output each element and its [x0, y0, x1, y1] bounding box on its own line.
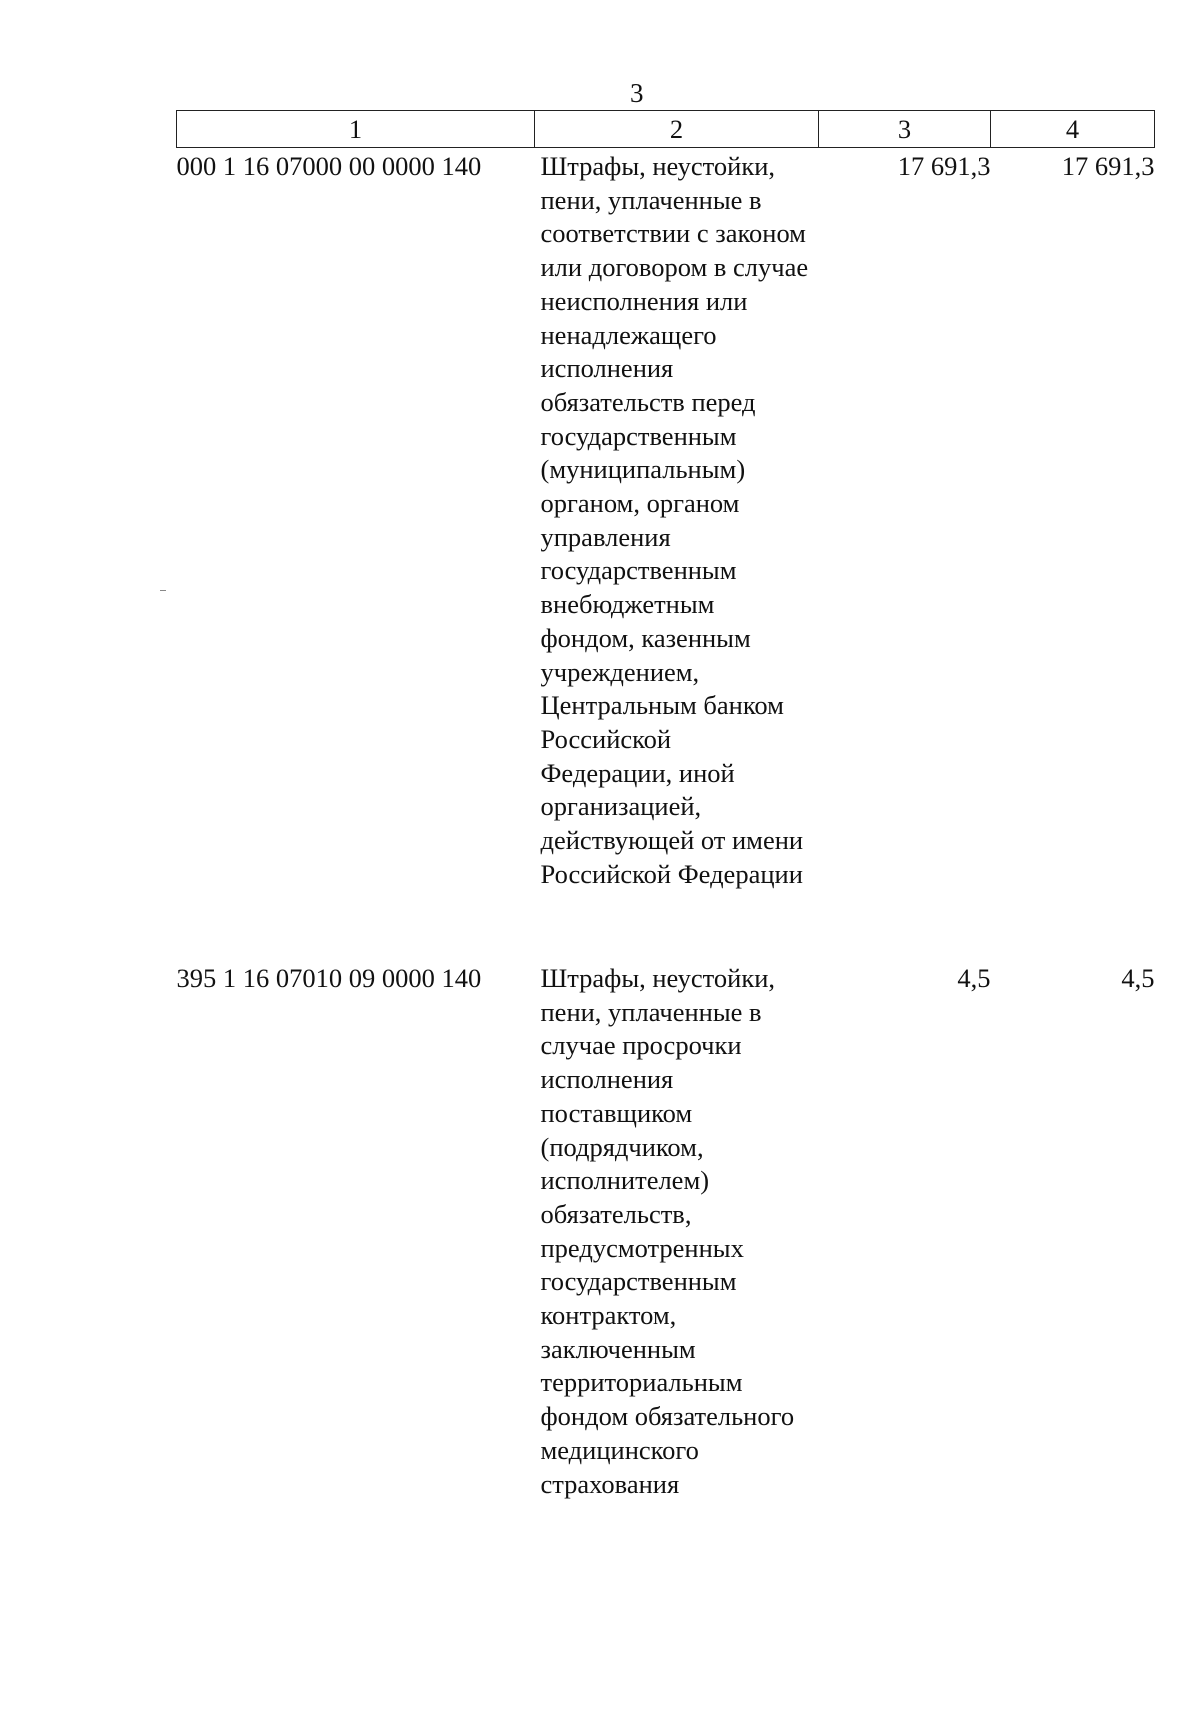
amount-cell-col3: 4,5 — [957, 963, 991, 993]
column-header-1: 1 — [177, 111, 535, 148]
table-row — [177, 148, 1155, 961]
column-header-3: 3 — [819, 111, 991, 148]
table-row — [177, 960, 1155, 1502]
description-cell: Штрафы, неустойки, пени, уплаченные в соответствии с законом или договором в случае неисполнения или ненадлежащего исполнения обязательств перед государственным (муниципальным) органом, органом управления государственным внебюджетным фондом, казенным учреждением, Центральным банком Российской Федерации, иной организацией, действующей от имени Российской Федерации — [540, 151, 809, 889]
budget-code-cell: 395 1 16 07010 09 0000 140 — [176, 963, 482, 993]
column-header-2: 2 — [535, 111, 819, 148]
budget-code-cell: 000 1 16 07000 00 0000 140 — [176, 151, 482, 181]
amount-cell-col4: 17 691,3 — [1061, 151, 1155, 181]
description-cell: Штрафы, неустойки, пени, уплаченные в случае просрочки исполнения поставщиком (подрядчиком, исполнителем) обязательств, предусмотренных государственным контрактом, заключенным территориальным фондом обязательного медицинского страхования — [540, 963, 795, 1499]
amount-cell-col3: 17 691,3 — [897, 151, 991, 181]
budget-table — [176, 110, 1155, 1502]
scan-artifact — [160, 590, 166, 591]
table-header-row — [177, 111, 1155, 148]
page-number: 3 — [630, 78, 644, 108]
amount-cell-col4: 4,5 — [1121, 963, 1155, 993]
column-header-4: 4 — [991, 111, 1155, 148]
